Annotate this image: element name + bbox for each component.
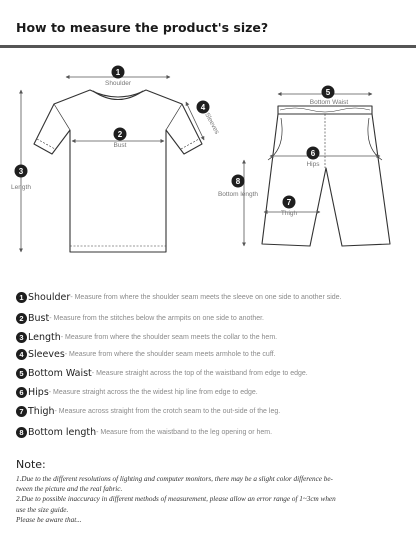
label-bottom-length: Bottom length xyxy=(217,191,259,198)
label-thigh: Thigh xyxy=(280,210,298,217)
note-title: Note: xyxy=(16,458,46,471)
badge-3 xyxy=(15,165,28,178)
svg-text:3: 3 xyxy=(18,167,24,176)
badge-1 xyxy=(112,66,125,79)
svg-text:8: 8 xyxy=(235,177,241,186)
note-line: use the size guide. xyxy=(16,505,69,514)
definition-term: Bottom Waist xyxy=(28,368,92,379)
definition-term: Hips xyxy=(28,387,49,398)
label-shoulder: Shoulder xyxy=(104,80,132,87)
svg-text:6: 6 xyxy=(310,149,316,158)
definition-term: Sleeves xyxy=(28,349,65,360)
number-badge: 6 xyxy=(16,387,27,398)
page-title: How to measure the product's size? xyxy=(16,20,269,35)
definition-bust xyxy=(16,313,264,324)
note-line: Please be aware that... xyxy=(16,515,82,524)
definition-thigh xyxy=(16,406,280,417)
svg-text:4: 4 xyxy=(200,103,206,112)
definition-bottom-waist xyxy=(16,368,308,379)
label-bust: Bust xyxy=(113,142,127,149)
label-hips: Hips xyxy=(306,161,320,168)
definition-text: - Measure from where the shoulder seam meets armhole to the cuff. xyxy=(64,351,276,358)
svg-text:7: 7 xyxy=(286,198,292,207)
definition-text: - Measure straight across the the widest hip line from edge to edge. xyxy=(48,389,258,396)
badge-8 xyxy=(232,175,245,188)
note-line: 2.Due to possible inaccuracy in different methods of measurement, please allow an error range of 1~3cm when xyxy=(16,495,336,504)
shorts-outline xyxy=(262,106,390,246)
definition-shoulder xyxy=(16,292,342,303)
number-badge: 8 xyxy=(16,427,27,438)
number-badge: 3 xyxy=(16,332,27,343)
svg-text:2: 2 xyxy=(117,130,123,139)
svg-text:1: 1 xyxy=(115,68,121,77)
definition-sleeves xyxy=(16,349,276,360)
definition-term: Shoulder xyxy=(28,292,71,303)
badge-7 xyxy=(283,196,296,209)
definition-hips xyxy=(16,387,258,398)
badge-2 xyxy=(114,128,127,141)
definition-term: Bottom length xyxy=(28,427,97,438)
label-length: Length xyxy=(11,184,31,191)
definition-text: - Measure from where the shoulder seam meets the collar to the hem. xyxy=(60,334,278,341)
definition-text: - Measure from the waistband to the leg opening or hem. xyxy=(96,429,273,436)
number-badge: 7 xyxy=(16,406,27,417)
definition-text: - Measure straight across the top of the waistband from edge to edge. xyxy=(91,370,308,377)
definition-length xyxy=(16,332,277,343)
number-badge: 5 xyxy=(16,368,27,379)
measurement-diagram xyxy=(0,48,416,285)
note-line: tween the picture and the real fabric. xyxy=(16,485,123,494)
definition-text: - Measure from the stitches below the armpits on one side to another. xyxy=(49,315,264,322)
definition-text: - Measure from where the shoulder seam meets the sleeve on one side to another side. xyxy=(70,294,342,301)
definition-term: Bust xyxy=(28,313,50,324)
definition-term: Thigh xyxy=(28,406,55,417)
label-bottom-waist: Bottom Waist xyxy=(309,99,349,106)
badge-6 xyxy=(307,147,320,160)
note-line: 1.Due to the different resolutions of lighting and computer monitors, there may be a slight color difference be- xyxy=(16,475,333,483)
number-badge: 4 xyxy=(16,349,27,360)
badge-5 xyxy=(322,86,335,99)
definition-term: Length xyxy=(28,332,61,343)
definition-bottom-length xyxy=(16,427,272,438)
svg-text:5: 5 xyxy=(325,88,331,97)
label-sleeves: Sleeves xyxy=(203,111,221,136)
number-badge: 2 xyxy=(16,313,27,324)
definition-text: - Measure across straight from the crotch seam to the out-side of the leg. xyxy=(54,408,281,415)
note-body xyxy=(16,474,408,525)
number-badge: 1 xyxy=(16,292,27,303)
tshirt-outline xyxy=(34,90,202,252)
